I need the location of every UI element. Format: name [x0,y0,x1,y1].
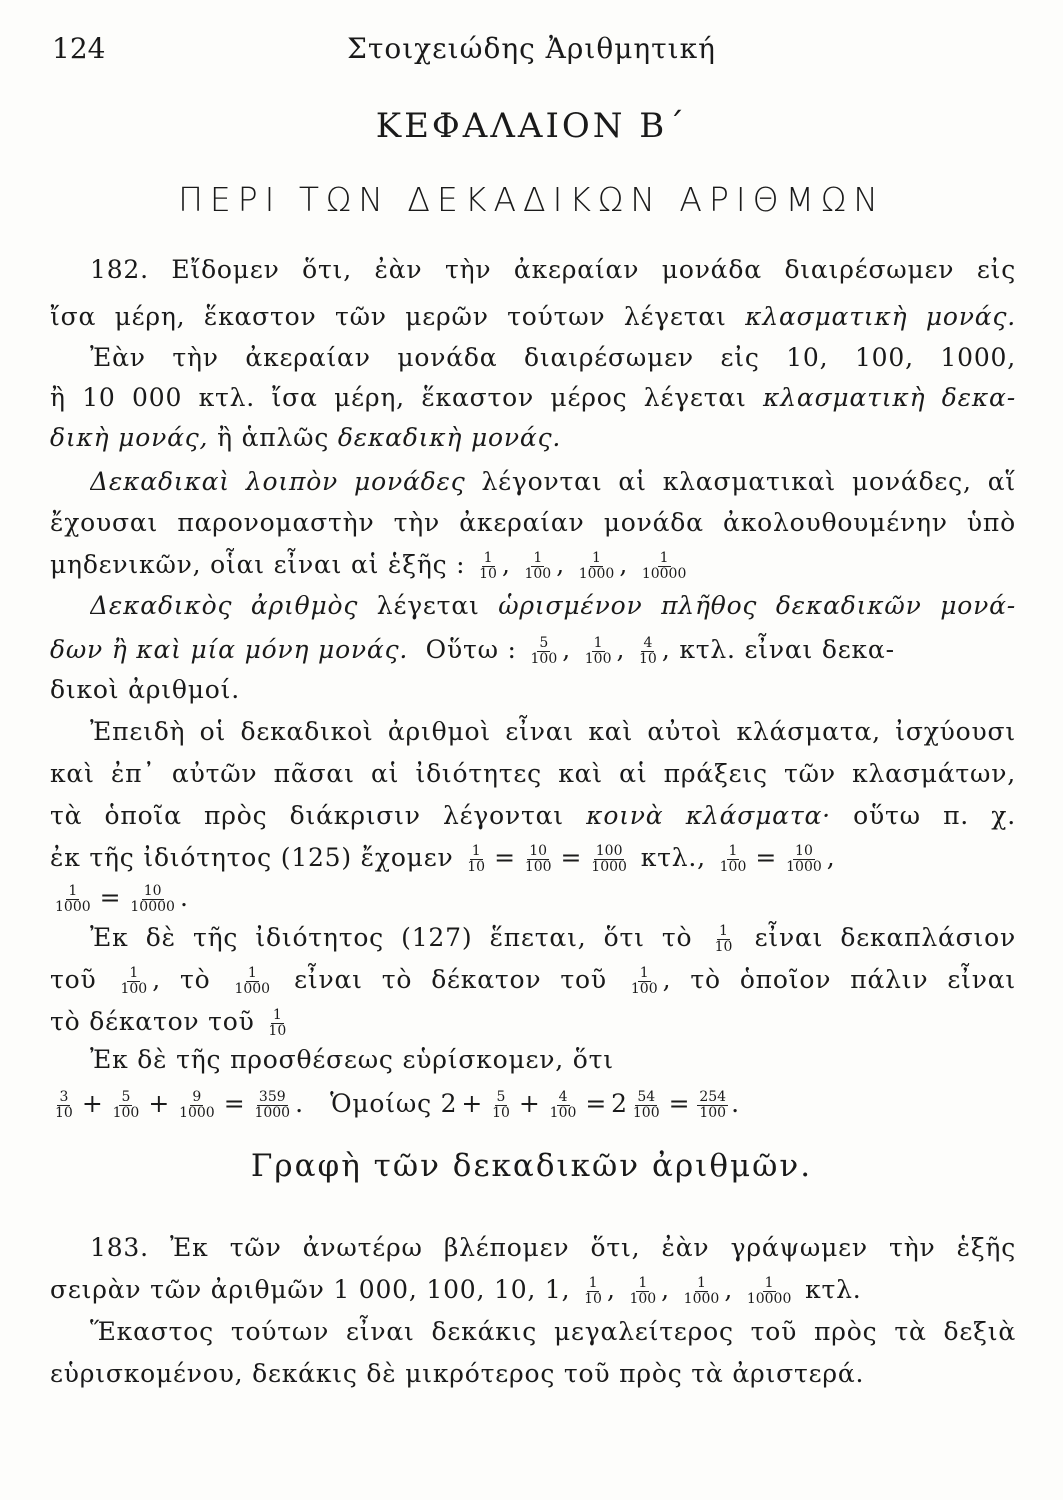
text-line: Ἐὰν τὴν ἀκεραίαν μονάδα διαιρέσωμεν εἰς 10, 100, 1000, [90,343,1016,372]
fraction: $\frac{5}{10}$ [492,1089,510,1121]
text-line: 183. Ἐκ τῶν ἀνωτέρω βλέπομεν ὅτι, ἐὰν γράψωμεν τὴν ἑξῆς [90,1233,1016,1262]
fraction: $\frac{4}{10}$ [638,635,657,667]
text-line: καὶ ἐπ᾽ αὐτῶν πᾶσαι αἱ ἰδιότητες καὶ αἱ πράξεις τῶν κλασμάτων, [50,759,1016,788]
text-line: Δεκαδικαὶ λοιπὸν μονάδες λέγονται αἱ κλασματικαὶ μονάδες, αἵ [90,467,1016,496]
text-line: $\frac{1}{1000}$ = $\frac{10}{10000}$ . [55,883,189,915]
fraction: $\frac{10}{10000}$ [130,883,175,915]
fraction: $\frac{1}{10}$ [714,923,733,955]
equation-line: $\frac{3}{10}$ + $\frac{5}{100}$ + $\frac{9}{1000}$ = $\frac{359}{1000}$ . Ὁμοίως 2 + $\frac{5}{10}$ + $\frac{4}{100}$ = 2 $\frac{54}{100}$ = $\frac{254}{100}$ . [55,1089,740,1121]
running-title: Στοιχειώδης Ἀριθμητική [347,32,716,65]
fraction: $\frac{100}{1000}$ [591,843,627,875]
fraction: $\frac{5}{100}$ [112,1089,140,1121]
text-line: Ἐπειδὴ οἱ δεκαδικοὶ ἀριθμοὶ εἶναι καὶ αὐτοὶ κλάσματα, ἰσχύουσι [90,717,1016,746]
fraction: $\frac{3}{10}$ [55,1089,73,1121]
text-line: μηδενικῶν, οἷαι εἶναι αἱ ἑξῆς : $\frac{1}{10}$ , $\frac{1}{100}$ , $\frac{1}{1000}$ , $\frac{1}{10000}$ [50,550,687,582]
text-line: Ἕκαστος τούτων εἶναι δεκάκις μεγαλείτερος τοῦ πρὸς τὰ δεξιὰ [90,1317,1016,1346]
fraction: $\frac{9}{1000}$ [179,1089,215,1121]
text-line: τοῦ $\frac{1}{100}$ , τὸ $\frac{1}{1000}$ εἶναι τὸ δέκατον τοῦ $\frac{1}{100}$ , τὸ ὁποῖον πάλιν εἶναι [50,965,1016,997]
fraction: $\frac{1}{10000}$ [746,1275,792,1307]
fraction: $\frac{359}{1000}$ [254,1089,291,1121]
fraction: $\frac{4}{100}$ [549,1089,577,1121]
text-line: ἴσα μέρη, ἕκαστον τῶν μερῶν τούτων λέγεται κλασματικὴ μονάς. [50,302,1016,331]
fraction: $\frac{54}{100}$ [632,1089,660,1121]
fraction: $\frac{1}{100}$ [524,550,552,582]
text-line: Ἐκ δὲ τῆς ἰδιότητος (127) ἕπεται, ὅτι τὸ $\frac{1}{10}$ εἶναι δεκαπλάσιον [90,923,1016,955]
text-line: Ἐκ δὲ τῆς προσθέσεως εὑρίσκομεν, ὅτι [90,1045,614,1074]
fraction: $\frac{1}{1000}$ [578,550,615,582]
chapter-title: ΚΕΦΑΛΑΙΟΝ Β΄ [375,106,688,146]
text-line: σειρὰν τῶν ἀριθμῶν 1 000, 100, 10, 1, $\frac{1}{10}$ , $\frac{1}{100}$ , $\frac{1}{1000}$ , $\frac{1}{10000}$ κτλ. [50,1275,862,1307]
text-line: δικοὶ ἀριθμοί. [50,675,240,704]
fraction: $\frac{1}{100}$ [630,965,658,997]
text-line: ἢ 10 000 κτλ. ἴσα μέρη, ἕκαστον μέρος λέγεται κλασματικὴ δεκα- [50,383,1016,412]
fraction: $\frac{1}{100}$ [719,843,747,875]
text-line: δικὴ μονάς, ἢ ἁπλῶς δεκαδικὴ μονάς. [50,423,562,452]
text-line: εὑρισκομένου, δεκάκις δὲ μικρότερος τοῦ πρὸς τὰ ἀριστερά. [50,1359,865,1388]
fraction: $\frac{1}{10}$ [479,550,497,582]
text-line: ἐκ τῆς ἰδιότητος (125) ἔχομεν $\frac{1}{10}$ = $\frac{10}{100}$ = $\frac{100}{1000}$ κτλ., $\frac{1}{100}$ = $\frac{10}{1000}$ , [50,843,836,875]
text-line: Δεκαδικὸς ἀριθμὸς λέγεται ὡρισμένον πλῆθος δεκαδικῶν μονά- [90,591,1016,620]
text-line: τὸ δέκατον τοῦ $\frac{1}{10}$ [50,1007,287,1039]
fraction: $\frac{1}{10}$ [467,843,486,875]
fraction: $\frac{1}{100}$ [120,965,148,997]
fraction: $\frac{10}{100}$ [524,843,552,875]
fraction: $\frac{10}{1000}$ [786,843,822,875]
page-number: 124 [52,32,106,65]
subheading: Γραφὴ τῶν δεκαδικῶν ἀριθμῶν. [250,1148,813,1184]
text-line: 182. Εἴδομεν ὅτι, ἐὰν τὴν ἀκεραίαν μονάδα διαιρέσωμεν εἰς [90,255,1016,284]
fraction: $\frac{1}{10}$ [268,1007,287,1039]
fraction: $\frac{1}{1000}$ [234,965,271,997]
text-line: ἔχουσαι παρονομαστὴν τὴν ἀκεραίαν μονάδα ἀκολουθουμένην ὑπὸ [50,508,1016,537]
running-header [52,28,1011,78]
fraction: $\frac{1}{1000}$ [683,1275,720,1307]
fraction: $\frac{1}{10}$ [584,1275,602,1307]
term-klasmatiki-monas: κλασματικὴ μονάς. [745,302,1016,331]
text-line: τὰ ὁποῖα πρὸς διάκρισιν λέγονται κοινὰ κλάσματα· οὕτω π. χ. [50,801,1016,830]
fraction: $\frac{1}{100}$ [629,1275,657,1307]
fraction: $\frac{1}{10000}$ [641,550,687,582]
section-title: ΠΕΡΙ ΤΩΝ ΔΕΚΑΔΙΚΩΝ ΑΡΙΘΜΩΝ [178,180,885,219]
fraction: $\frac{1}{100}$ [584,635,612,667]
text-line: δων ἢ καὶ μία μόνη μονάς. Οὕτω : $\frac{5}{100}$ , $\frac{1}{100}$ , $\frac{4}{10}$ , κτλ. εἶναι δεκα- [50,635,895,667]
fraction: $\frac{1}{1000}$ [55,883,91,915]
fraction: $\frac{5}{100}$ [530,635,558,667]
fraction: $\frac{254}{100}$ [699,1089,727,1121]
